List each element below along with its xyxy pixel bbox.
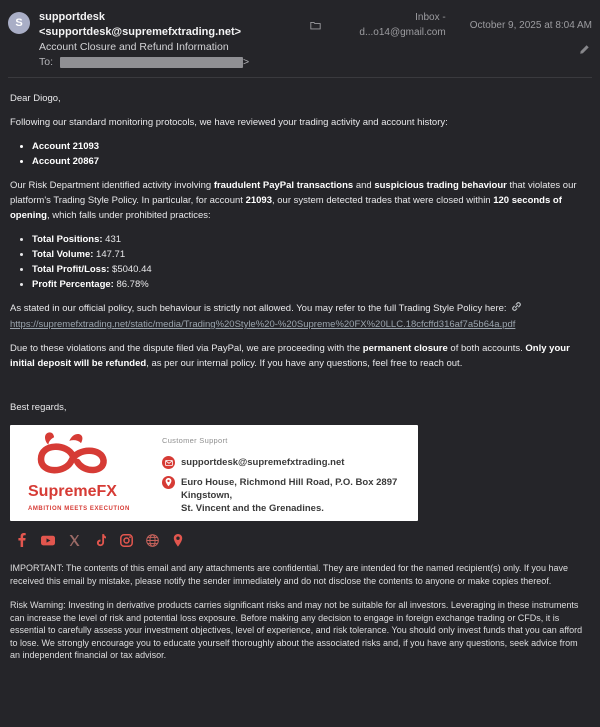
dept-label: Customer Support [162, 436, 228, 445]
risk-warning: Risk Warning: Investing in derivative products carries significant risks and may not be suitable for all investors. Leveraging in these instruments can increase the level of risk and potential loss exposure. Before making any decision to engage in foreign exchange trading or CFDs, it is essential to carefully assess your investment objectives, level of experience, and risk tolerance. You should only invest funds that you can afford to lose. We strongly encourage you to educate yourself thoroughly about the associated risks and, if you have any questions, seek advice from an independent financial or tax advisor. [10, 600, 583, 660]
folder-icon [310, 21, 321, 30]
policy-paragraph: As stated in our official policy, such behaviour is strictly not allowed. You may refer to the full Trading Style Policy here: https://supremefxtrading.net/static/media/Trading%20Style%20-%20Supreme%20FX%20LLC.18cfcffd316af7a5b64a.pdf [10, 301, 590, 332]
stat-item: • Total Positions: 431 [32, 232, 590, 247]
sender-name: supportdesk <supportdesk@supremefxtrading.net> [39, 11, 242, 38]
brand-tagline: AMBITION MEETS EXECUTION [28, 505, 130, 512]
recipient-bracket: > [243, 56, 250, 68]
infinity-logo-icon [28, 470, 118, 481]
account-list [32, 139, 590, 169]
account-item: • Account 21093 [32, 139, 590, 154]
youtube-icon[interactable] [41, 535, 55, 546]
mailbox-label: Inbox - d...o14@gmail.com [310, 10, 446, 40]
stat-item: • Total Volume: 147.71 [32, 247, 590, 262]
account-item: • Account 20867 [32, 154, 590, 169]
address-icon [162, 476, 175, 489]
sender-avatar: S [8, 12, 30, 34]
closure-paragraph: Due to these violations and the dispute filed via PayPal, we are proceeding with the permanent closure of both accounts. Only your initial deposit will be refunded, as per our internal policy. If you have any questions, feel free to reach out. [10, 343, 570, 369]
compose-icon[interactable] [579, 44, 590, 60]
facebook-icon[interactable] [15, 533, 29, 547]
email-footer [0, 548, 600, 662]
intro-paragraph: Following our standard monitoring protocols, we have reviewed your trading activity and account history: [10, 117, 448, 128]
violation-paragraph: Our Risk Department identified activity involving fraudulent PayPal transactions and suspicious trading behaviour that violates our platform's Trading Style Policy. In particular, for account 21093, our system detected trades that were closed within 120 seconds of opening, which falls under prohibited practices: [10, 180, 577, 221]
trading-policy-link[interactable]: https://supremefxtrading.net/static/media/Trading%20Style%20-%20Supreme%20FX%20LLC.18cfcffd316af7a5b64a.pdf [10, 319, 516, 330]
x-icon[interactable] [67, 535, 81, 546]
website-globe-icon[interactable] [145, 534, 159, 547]
stat-item: • Profit Percentage: 86.78% [32, 277, 590, 292]
link-icon [511, 301, 522, 317]
to-label: To: [39, 56, 54, 68]
subject-line: Account Closure and Refund Information [39, 41, 229, 53]
location-pin-icon[interactable] [171, 534, 185, 547]
brand-name: SupremeFX [28, 482, 117, 500]
stats-list [32, 232, 590, 292]
email-body [0, 78, 600, 548]
signature-card [10, 425, 418, 521]
redacted-recipient [60, 57, 243, 68]
signoff: Best regards, [10, 402, 67, 413]
support-address: Euro House, Richmond Hill Road, P.O. Box 2897 Kingstown, St. Vincent and the Grenadines. [181, 477, 398, 514]
support-email: supportdesk@supremefxtrading.net [181, 457, 345, 468]
email-date: October 9, 2025 at 8:04 AM [469, 19, 593, 31]
instagram-icon[interactable] [119, 534, 133, 547]
tiktok-icon[interactable] [93, 534, 107, 547]
stat-item: • Total Profit/Loss: $5040.44 [32, 262, 590, 277]
recipient-row [39, 55, 310, 70]
email-icon [162, 456, 175, 469]
email-header [0, 0, 600, 70]
social-links [15, 532, 590, 548]
greeting: Dear Diogo, [10, 93, 61, 104]
supremefx-logo [28, 430, 140, 517]
confidentiality-notice: IMPORTANT: The contents of this email and any attachments are confidential. They are intended for the named recipient(s) only. If you have received this email by mistake, please notify the sender immediately and do not disclose the contents to anyone or make copies thereof. [10, 563, 568, 586]
